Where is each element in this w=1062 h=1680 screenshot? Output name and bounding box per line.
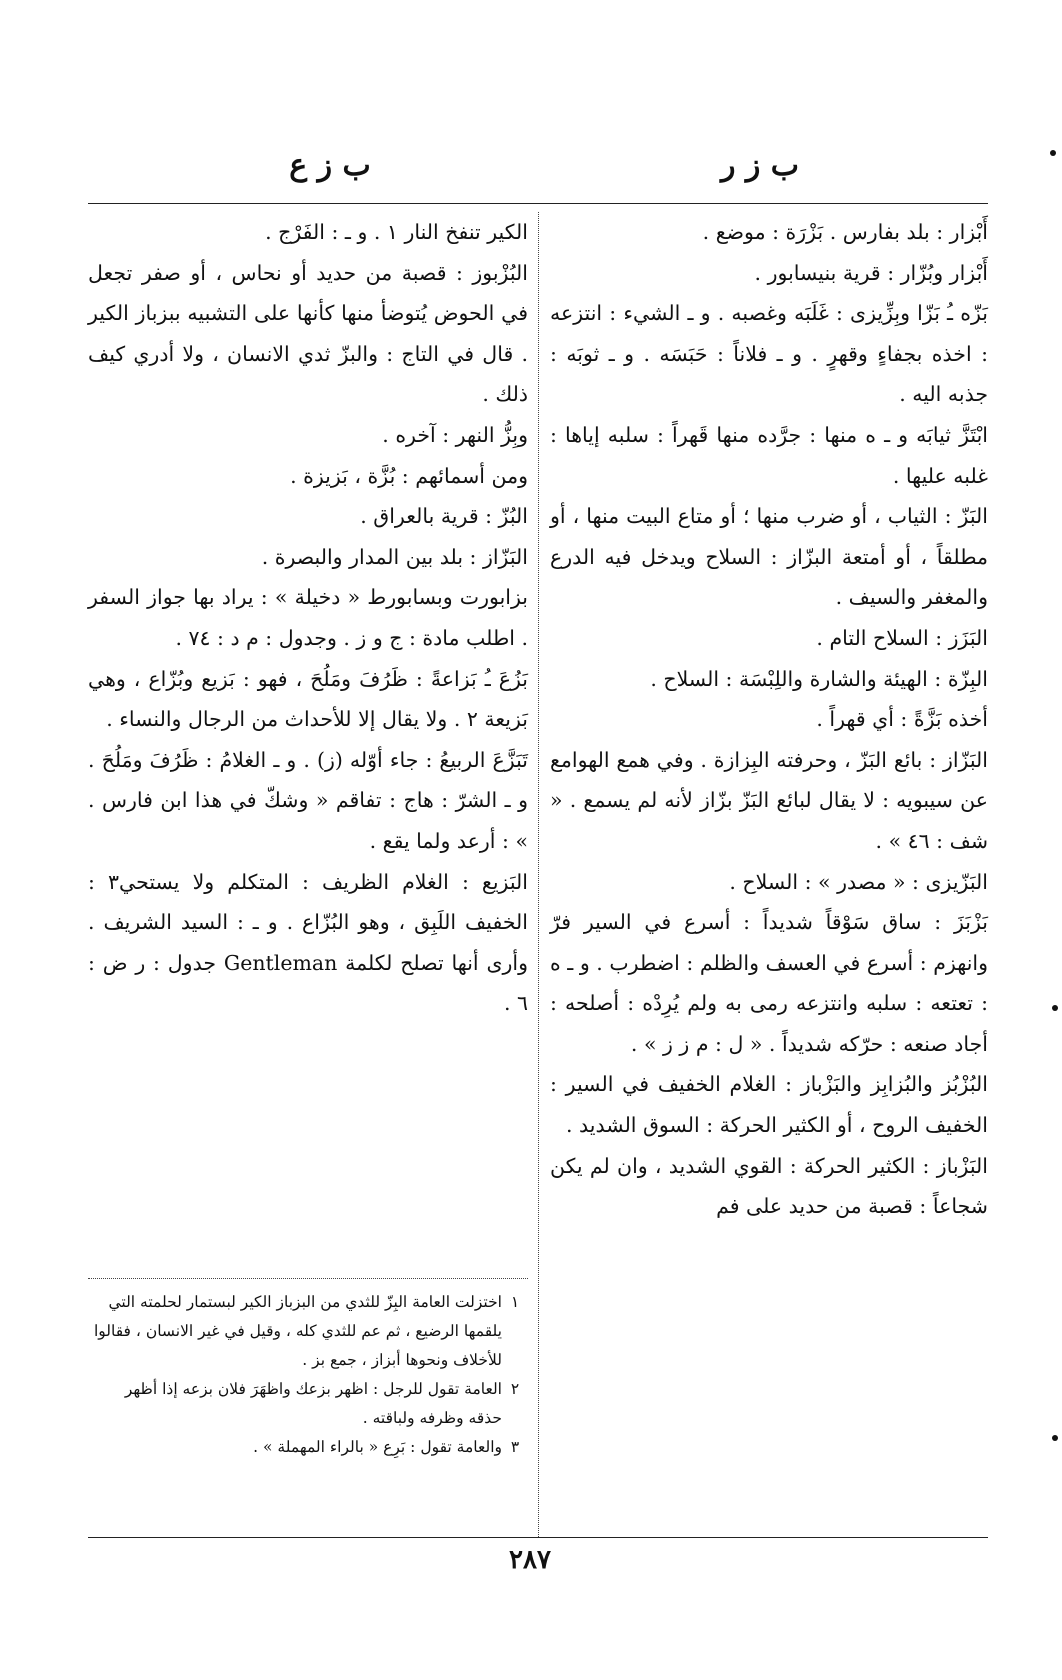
entry: بَزّه ـُ بَزّا وبِزِّيزى : غَلَبَه وغصبه . و ـ الشيء : انتزعه : اخذه بجفاءٍ وقهرٍ . و ـ فلاناً : حَبَسَه . و ـ ثوبَه : جذبه اليه . xyxy=(550,301,988,407)
entry: ابْتَزَّ ثيابَه و ـ ه منها : جرَّده منها قَهراً : سلبه إياها : غلبه عليها . xyxy=(550,422,988,488)
footnote-number: ١ xyxy=(510,1293,520,1311)
entry: البُزّ : قرية بالعراق . xyxy=(360,504,528,529)
entry: أَبْزار وبُزّار : قرية بنيسابور . xyxy=(754,260,988,285)
entry: وبِزُّ النهر : آخره . xyxy=(382,422,528,447)
header-root-left: ب ز ع xyxy=(289,148,371,183)
entry: البُزْبوز : قصبة من حديد أو نحاس ، أو صفر تجعل في الحوض يُتوضأ منها كأنها على التشبيه ببزباز الكير . قال في التاج : والبزّ ثدي الانسان ، ولا أدري كيف ذلك . xyxy=(88,260,528,407)
footnote-rule xyxy=(88,1278,528,1279)
entry: البُزْبُز والبُزابِز والبَزْباز : الغلام الخفيف في السير : الخفيف الروح ، أو الكثير الحركة : السوق الشديد . xyxy=(550,1072,988,1138)
entry: تَبَزَّعَ الربيعُ : جاء أوّله (ز) . و ـ الغلامُ : ظَرُفَ ومَلُحَ . و ـ الشرّ : هاج : تفاقم « وشكّ في هذا ابن فارس . » : أرعد ولما يقع . xyxy=(88,747,528,853)
entry: بَزْبَزَ : ساق سَوْقاً شديداً : أسرع في السير فرّ وانهزم : أسرع في العسف والظلم : اضطرب . و ـ ه : تعتعه : سلبه وانتزعه رمى به ولم يُرِدْه : أصلحه : أجاد صنعه : حرّكه شديداً . « ل : م ز ز » . xyxy=(550,910,988,1056)
margin-mark xyxy=(1052,1435,1058,1441)
entry: البَزّ : الثياب ، أو ضرب منها ؛ أو متاع البيت منها ، أو مطلقاً ، أو أمتعة البزّاز : السلاح ويدخل فيه الدرع والمغفر والسيف . xyxy=(550,504,988,610)
header-root-right: ب ز ر xyxy=(720,148,800,183)
entry: أخذه بَزَّةً : أي قهراً . xyxy=(816,707,988,732)
entry: البَزّاز : بائع البَزّ ، وحرفته البِزازة . وفي همع الهوامع عن سيبويه : لا يقال لبائع البَزّ بزّاز لأنه لم يسمع . « شف : ٤٦ » . xyxy=(550,747,988,853)
footnote xyxy=(88,1433,528,1462)
right-column xyxy=(550,212,988,1227)
entry: ومن أسمائهم : بُزَّة ، بَزيزة . xyxy=(290,463,528,488)
entry: بَزُعَ ـُ بَزاعةً : ظَرُفَ ومَلُحَ ، فهو : بَزيع وبُزّاع ، وهي بَزيعة ٢ . ولا يقال إلا للأحداث من الرجال والنساء . xyxy=(88,666,528,732)
margin-mark xyxy=(1050,150,1056,156)
entry: البَزيع : الغلام الظريف : المتكلم ولا يستحي٣ : الخفيف اللَبِق ، وهو البُزّاع . و ـ : السيد الشريف . وأرى أنها تصلح لكلمة Gentleman جدول : ر ض : ٦ . xyxy=(88,869,528,1016)
entry: البَزّيزى : « مصدر » : السلاح . xyxy=(729,869,988,894)
footnote-number: ٣ xyxy=(510,1438,520,1456)
entry: البِزّة : الهيئة والشارة واللِبْسَة : السلاح . xyxy=(650,666,988,691)
entry: بزابورت وبسابورط « دخيلة » : يراد بها جواز السفر . اطلب مادة : ج و ز . وجدول : م د : ٧٤ . xyxy=(88,585,528,650)
entry: البَزَز : السلاح التام . xyxy=(816,625,988,650)
margin-mark xyxy=(1052,1005,1058,1011)
left-column xyxy=(88,212,528,1024)
footnote-text: اختزلت العامة البِزّ للثدي من البزباز الكير لبستمار لحلمته التي يلقمها الرضيع ، ثم عم للثدي كله ، وقيل في غير الانسان ، فقالوا للأخلاف ونحوها أبزاز ، جمع بز . xyxy=(93,1293,502,1369)
top-rule xyxy=(88,203,988,204)
column-divider xyxy=(538,212,539,1537)
entry: البَزْباز : الكثير الحركة : القوي الشديد ، وان لم يكن شجاعاً : قصبة من حديد على فم xyxy=(550,1153,988,1219)
footnote-number: ٢ xyxy=(510,1380,520,1398)
entry: الكير تنفخ النار ١ . و ـ : الفَرْج . xyxy=(265,220,528,244)
page-number: ٢٨٧ xyxy=(509,1545,551,1575)
footnote-text: العامة تقول للرجل : اظهر بزعك واظهَرَ فلان بزعه إذا أظهر حذقه وظرفه ولباقته . xyxy=(124,1380,502,1427)
footnote-text: والعامة تقول : بَرِع « بالراء المهملة » . xyxy=(253,1438,502,1456)
bottom-rule xyxy=(88,1537,988,1538)
footnote xyxy=(88,1375,528,1433)
entry: أَبْزار : بلد بفارس . بَزْرَة : موضع . xyxy=(702,220,988,244)
footnote xyxy=(88,1288,528,1375)
footnotes xyxy=(88,1288,528,1462)
entry: البَزّاز : بلد بين المدار والبصرة . xyxy=(261,544,528,569)
